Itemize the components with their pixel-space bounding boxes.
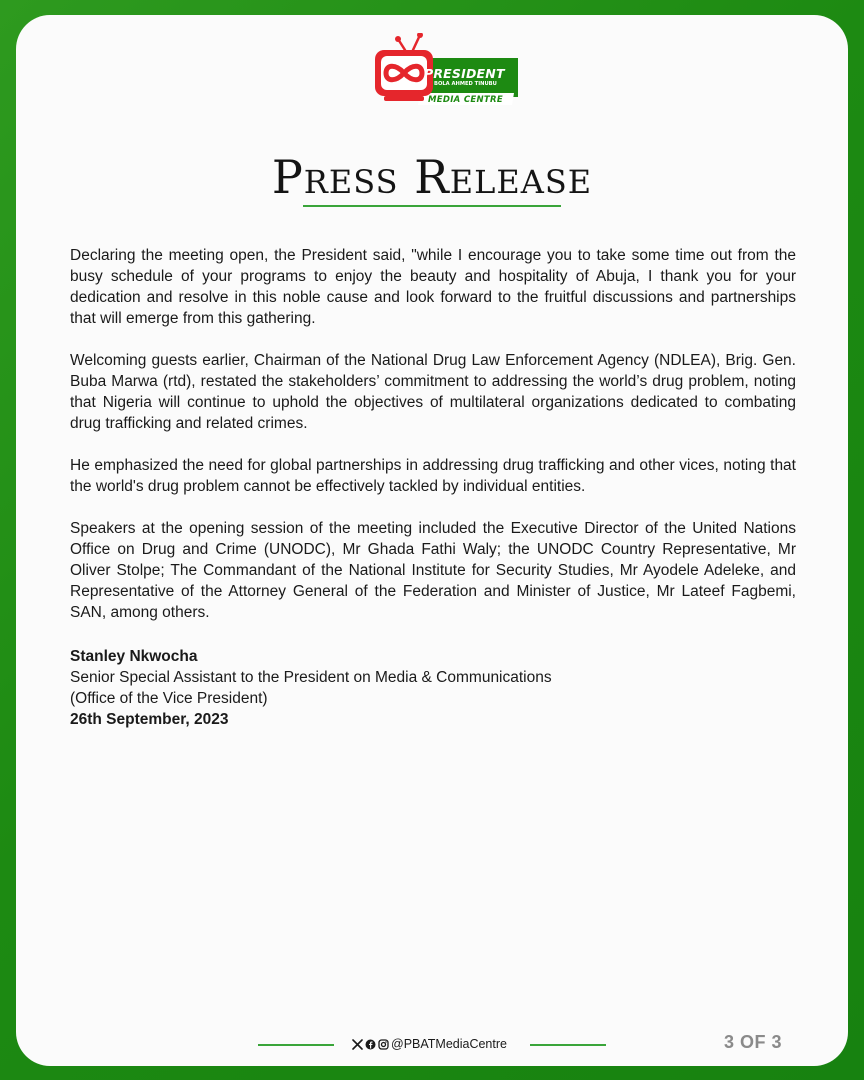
paragraph-3: He emphasized the need for global partnerships in addressing drug trafficking and other vices, noting that the world's drug problem cannot be effectively tackled by individual entities.	[70, 457, 796, 495]
paragraph-2: Welcoming guests earlier, Chairman of the National Drug Law Enforcement Agency (NDLEA), Brig. Gen. Buba Marwa (rtd), restated the stakeholders’ commitment to addressing the world’s drug problem, noting that Nigeria will continue to uphold the objectives of multilateral organizations dedicated to combating drug trafficking and related crimes.	[70, 352, 796, 432]
page-title: Press Release	[271, 150, 593, 204]
release-date: 26th September, 2023	[70, 711, 229, 728]
signatory-office: (Office of the Vice President)	[70, 690, 268, 707]
title-divider	[303, 205, 561, 207]
instagram-icon[interactable]	[378, 1039, 389, 1050]
signatory-role: Senior Special Assistant to the President on Media & Communications	[70, 669, 552, 686]
social-handle[interactable]	[352, 1036, 507, 1052]
paragraph-4: Speakers at the opening session of the meeting included the Executive Director of the United Nations Office on Drug and Crime (UNODC), Mr Ghada Fathi Waly; the UNODC Country Representative, Mr Oliver Stolpe; The Commandant of the National Institute for Security Studies, Mr Ayodele Adeleke, and Representative of the Attorney General of the Federation and Minister of Justice, Mr Lateef Fagbemi, SAN, among others.	[70, 520, 796, 621]
paragraph-1: Declaring the meeting open, the President said, "while I encourage you to take some time out from the busy schedule of your programs to enjoy the beauty and hospitality of Abuja, I thank you for your dedication and resolve in this noble cause and look forward to the fruitful discussions and partnerships that will emerge from this gathering.	[70, 247, 796, 327]
facebook-icon[interactable]	[365, 1039, 376, 1050]
press-release-card	[16, 15, 848, 1066]
signature-block	[70, 646, 796, 730]
logo-media-centre: MEDIA CENTRE	[428, 95, 503, 105]
release-body	[70, 245, 796, 644]
x-icon[interactable]	[352, 1039, 363, 1050]
signatory-name: Stanley Nkwocha	[70, 648, 198, 665]
page-indicator: 3 OF 3	[724, 1032, 783, 1052]
media-centre-logo	[358, 33, 518, 113]
social-handle-text[interactable]: @PBATMediaCentre	[391, 1037, 507, 1051]
logo-subtitle: BOLA AHMED TINUBU	[434, 81, 497, 87]
logo-title: PRESIDENT	[424, 66, 505, 81]
footer-divider-right	[530, 1044, 606, 1046]
footer-divider-left	[258, 1044, 334, 1046]
